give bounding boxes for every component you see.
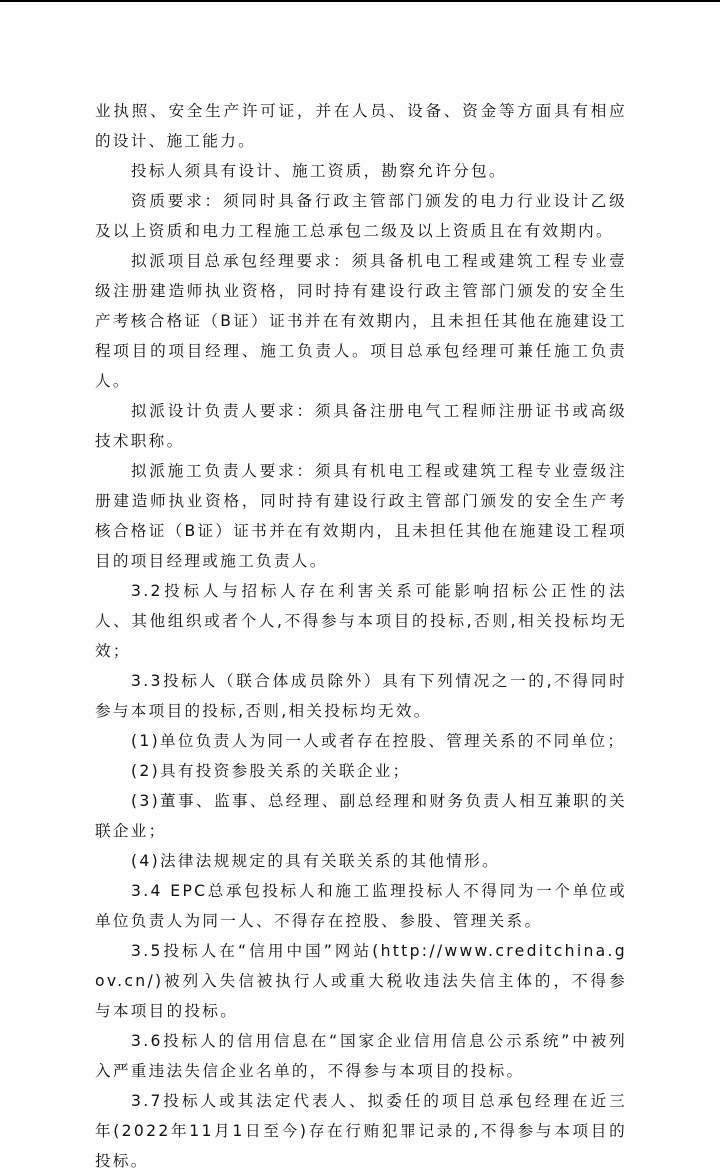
clause-3-5: 3.5投标人在“信用中国”网站(http://www.creditchina.gov.cn/)被列入失信被执行人或重大税收违法失信主体的，不得参与本项目的投标。 (95, 942, 627, 1020)
clause-3-3: 3.3投标人（联合体成员除外）具有下列情况之一的,不得同时参与本项目的投标,否则,相关投标均无效。 (95, 672, 627, 720)
clause-3-3-item-2: (2)具有投资参股关系的关联企业； (131, 762, 411, 780)
clause-3-3-item-4: (4)法律法规规定的具有关联关系的其他情形。 (131, 852, 500, 870)
clause-3-3-item-3: (3)董事、监事、总经理、副总经理和财务负责人相互兼职的关联企业； (95, 792, 627, 840)
clause-3-6: 3.6投标人的信用信息在“国家企业信用信息公示系统”中被列入严重违法失信企业名单的，不得参与本项目的投标。 (95, 1032, 627, 1080)
paragraph-bidder-qualification: 投标人须具有设计、施工资质，勘察允许分包。 (131, 162, 507, 180)
paragraph-project-manager-requirements: 拟派项目总承包经理要求：须具备机电工程或建筑工程专业壹级注册建造师执业资格，同时持有建设行政主管部门颁发的安全生产考核合格证（B证）证书并在有效期内，且未担任其他在施建设工程项目的项目经理、施工负责人。项目总承包经理可兼任施工负责人。 (95, 252, 627, 390)
clause-3-3-item-1: (1)单位负责人为同一人或者存在控股、管理关系的不同单位； (131, 732, 626, 750)
paragraph-design-lead-requirements: 拟派设计负责人要求：须具备注册电气工程师注册证书或高级技术职称。 (95, 402, 627, 450)
page-top-border (0, 0, 720, 2)
paragraph-qualification-requirements: 资质要求：须同时具备行政主管部门颁发的电力行业设计乙级及以上资质和电力工程施工总承包二级及以上资质且在有效期内。 (95, 192, 627, 240)
paragraph-business-license-continuation: 业执照、安全生产许可证，并在人员、设备、资金等方面具有相应的设计、施工能力。 (95, 102, 627, 150)
document-page (95, 96, 627, 1176)
clause-3-4: 3.4 EPC总承包投标人和施工监理投标人不得同为一个单位或单位负责人为同一人、不得存在控股、参股、管理关系。 (95, 882, 627, 930)
paragraph-construction-lead-requirements: 拟派施工负责人要求：须具有机电工程或建筑工程专业壹级注册建造师执业资格，同时持有建设行政主管部门颁发的安全生产考核合格证（B证）证书并在有效期内，且未担任其他在施建设工程项目的项目经理或施工负责人。 (95, 462, 627, 570)
clause-3-7: 3.7投标人或其法定代表人、拟委任的项目总承包经理在近三年(2022年11月1日至今)存在行贿犯罪记录的,不得参与本项目的投标。 (95, 1092, 627, 1170)
clause-3-2: 3.2投标人与招标人存在利害关系可能影响招标公正性的法人、其他组织或者个人,不得参与本项目的投标,否则,相关投标均无效； (95, 582, 627, 660)
